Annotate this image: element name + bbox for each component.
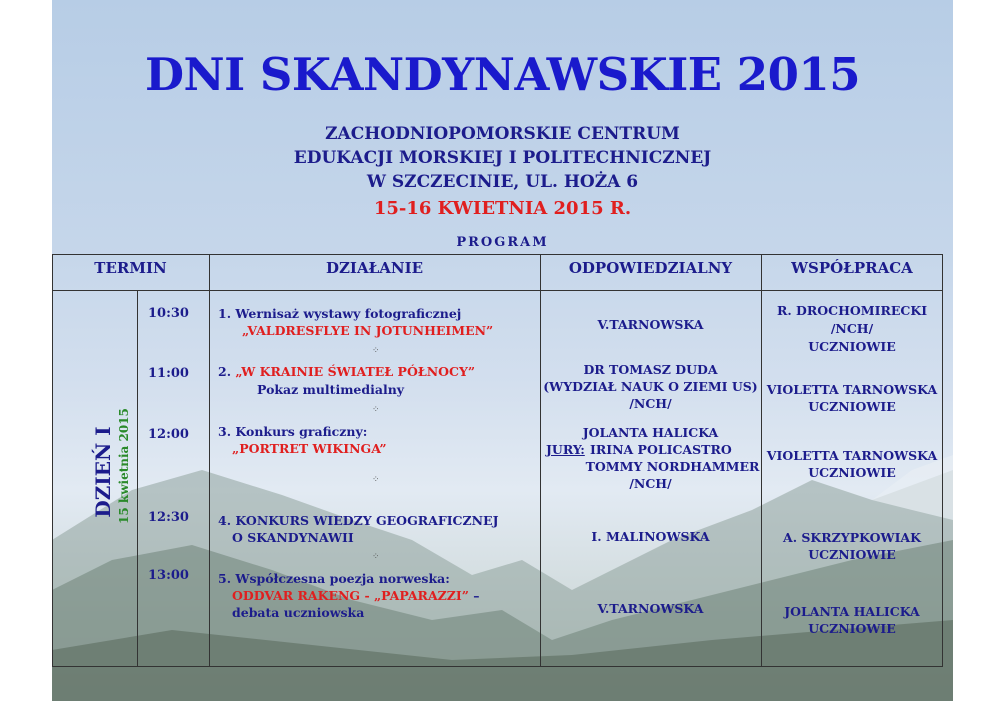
subtitle-line-3: W SZCZECINIE, UL. HOŻA 6 bbox=[366, 172, 639, 192]
activity-5-line-3: debata uczniowska bbox=[232, 605, 365, 620]
cooperation-1-line-1: R. DROCHOMIRECKI bbox=[776, 303, 928, 318]
responsible-2-line-2: (WYDZIAŁ NAUK O ZIEMI US) bbox=[543, 379, 758, 394]
activity-4-line-1: 4. KONKURS WIEDZY GEOGRAFICZNEJ bbox=[218, 513, 499, 528]
responsible-2-line-3: /NCH/ bbox=[629, 396, 672, 411]
activity-3-line-2: „PORTRET WIKINGA” bbox=[232, 441, 387, 456]
header-dzialanie: DZIAŁANIE bbox=[325, 259, 424, 277]
separator-3: ⁘ bbox=[372, 475, 380, 485]
responsible-4: I. MALINOWSKA bbox=[591, 529, 710, 544]
responsible-3-jury-label: JURY: bbox=[546, 442, 585, 457]
responsible-3-jury-1: IRINA POLICASTRO bbox=[590, 442, 732, 457]
subtitle-line-1: ZACHODNIOPOMORSKIE CENTRUM bbox=[325, 124, 680, 144]
page-title: DNI SKANDYNAWSKIE 2015 bbox=[144, 48, 861, 101]
day-label: DZIEŃ I bbox=[91, 426, 115, 518]
cooperation-5-line-2: UCZNIOWIE bbox=[808, 621, 896, 636]
table-header-border bbox=[52, 290, 943, 291]
activity-5-line-1: 5. Współczesna poezja norweska: bbox=[218, 571, 450, 586]
cooperation-4-line-2: UCZNIOWIE bbox=[808, 547, 896, 562]
poster bbox=[52, 0, 953, 701]
program-label: PROGRAM bbox=[456, 235, 549, 250]
header-termin: TERMIN bbox=[94, 259, 167, 277]
activity-4-line-2: O SKANDYNAWII bbox=[232, 530, 354, 545]
activity-1-line-2: „VALDRESFLYE IN JOTUNHEIMEN” bbox=[242, 323, 494, 338]
cooperation-3-line-1: VIOLETTA TARNOWSKA bbox=[766, 448, 938, 463]
responsible-3-line-5: /NCH/ bbox=[629, 476, 672, 491]
activity-2-line-2: Pokaz multimedialny bbox=[257, 382, 405, 397]
subtitle-line-2: EDUKACJI MORSKIEJ I POLITECHNICZNEJ bbox=[293, 148, 712, 168]
responsible-5: V.TARNOWSKA bbox=[597, 601, 704, 616]
separator-4: ⁘ bbox=[372, 552, 380, 562]
cooperation-1-line-2: /NCH/ bbox=[830, 321, 874, 336]
time-row-1: 10:30 bbox=[148, 306, 189, 321]
activity-2-number: 2. bbox=[218, 364, 236, 379]
table-top-border bbox=[52, 254, 943, 255]
header-odpowiedzialny: ODPOWIEDZIALNY bbox=[568, 259, 733, 277]
time-row-3: 12:00 bbox=[148, 427, 189, 442]
time-row-2: 11:00 bbox=[148, 366, 189, 381]
cooperation-5-line-1: JOLANTA HALICKA bbox=[784, 604, 920, 619]
cooperation-4-line-1: A. SKRZYPKOWIAK bbox=[783, 530, 921, 545]
header-wspolpraca: WSPÓŁPRACA bbox=[791, 259, 913, 277]
responsible-3-line-1: JOLANTA HALICKA bbox=[582, 425, 719, 440]
cooperation-1-line-3: UCZNIOWIE bbox=[808, 339, 896, 354]
column-divider-termin bbox=[209, 254, 210, 667]
activity-3-line-1: 3. Konkurs graficzny: bbox=[218, 424, 368, 439]
event-date: 15-16 KWIETNIA 2015 R. bbox=[373, 198, 632, 219]
activity-1-line-1: 1. Wernisaż wystawy fotograficznej bbox=[218, 306, 462, 321]
day-time-divider bbox=[137, 290, 138, 666]
cooperation-2-line-2: UCZNIOWIE bbox=[808, 399, 896, 414]
table-left-border bbox=[52, 254, 53, 667]
time-row-5: 13:00 bbox=[148, 568, 189, 583]
separator-1: ⁘ bbox=[372, 346, 380, 356]
activity-2-title: „W KRAINIE ŚWIATEŁ PÓŁNOCY” bbox=[235, 364, 476, 379]
activity-5-author-title: ODDVAR RAKENG - „PAPARAZZI” bbox=[232, 588, 469, 603]
table-bottom-border bbox=[52, 666, 943, 667]
activity-5-line-2 bbox=[232, 588, 480, 604]
time-row-4: 12:30 bbox=[148, 510, 189, 525]
responsible-3-jury-2: TOMMY NORDHAMMER bbox=[585, 459, 760, 474]
day-date: 15 kwietnia 2015 bbox=[117, 408, 131, 524]
responsible-1: V.TARNOWSKA bbox=[597, 317, 704, 332]
activity-2-line-1 bbox=[218, 364, 475, 380]
activity-5-dash: – bbox=[468, 588, 480, 603]
cooperation-3-line-2: UCZNIOWIE bbox=[808, 465, 896, 480]
cooperation-2-line-1: VIOLETTA TARNOWSKA bbox=[766, 382, 938, 397]
separator-2: ⁘ bbox=[372, 405, 380, 415]
responsible-2-line-1: DR TOMASZ DUDA bbox=[583, 362, 718, 377]
